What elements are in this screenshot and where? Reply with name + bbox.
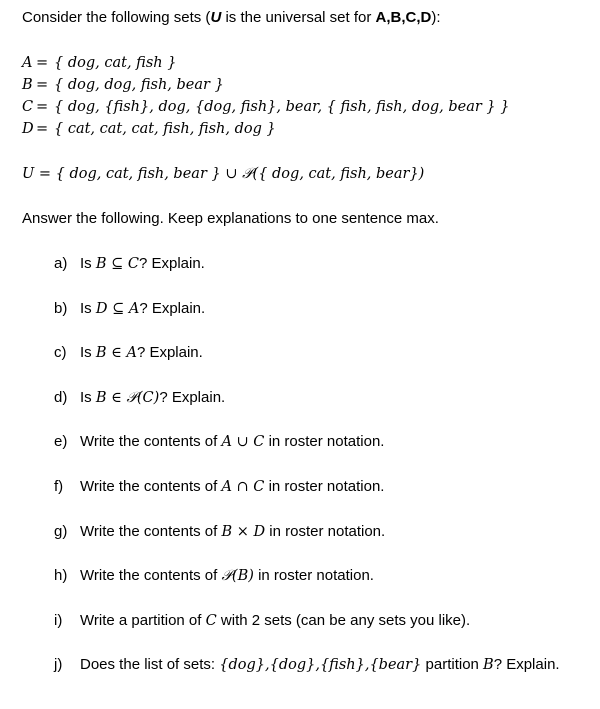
universal-set-equals: = [38, 166, 51, 182]
question-text: Is [80, 389, 96, 406]
question-text: in roster notation. [264, 433, 385, 450]
question-item [54, 567, 374, 584]
set-elements: { dog, {fish}, dog, {dog, fish}, bear, { fish, fish, dog, bear } } [54, 99, 510, 115]
instructions: Answer the following. Keep explanations to one sentence max. [22, 210, 439, 227]
question-text: Write the contents of [80, 567, 222, 584]
question-text: Is [80, 255, 96, 272]
question-text: with 2 sets (can be any sets you like). [216, 612, 471, 629]
set-equals-sign: = [36, 99, 49, 115]
universal-set-definition [22, 166, 424, 182]
question-text: ? Explain. [136, 344, 203, 361]
question-math: B ⊆ C [95, 256, 139, 272]
question-label: f) [54, 478, 64, 495]
question-math: B × D [221, 524, 266, 540]
set-equals-sign: = [36, 121, 49, 137]
set-elements: { dog, dog, fish, bear } [54, 77, 224, 93]
set-equals-sign: = [36, 77, 49, 93]
intro-universal-set: U [210, 9, 222, 26]
question-math: {dog},{dog},{fish},{bear} [219, 657, 422, 673]
question-text: Is [80, 300, 96, 317]
question-label: e) [54, 433, 68, 450]
set-definition [22, 99, 582, 119]
question-text: ? Explain. [493, 656, 560, 673]
question-item [54, 656, 560, 673]
question-math: 𝒫(B) [221, 568, 254, 584]
intro-prefix: Consider the following sets ( [22, 9, 211, 26]
question-text: in roster notation. [253, 567, 374, 584]
question-math: B ∈ A [95, 345, 137, 361]
set-name: A [22, 55, 33, 71]
set-equals-sign: = [36, 55, 49, 71]
question-item [54, 389, 225, 406]
question-label: h) [54, 567, 68, 584]
question-math: C [205, 613, 217, 629]
question-label: a) [54, 255, 68, 272]
question-math: A ∪ C [221, 434, 265, 450]
question-item [54, 612, 470, 629]
question-text: in roster notation. [264, 478, 385, 495]
intro-suffix: ): [431, 9, 441, 26]
question-text: Write the contents of [80, 523, 222, 540]
question-math: B [483, 657, 494, 673]
question-item [54, 478, 384, 495]
set-definition [22, 121, 582, 141]
intro-sentence [22, 9, 441, 26]
question-math: A ∩ C [221, 479, 265, 495]
set-name: C [22, 99, 34, 115]
set-elements: { dog, cat, fish } [54, 55, 177, 71]
set-elements: { cat, cat, cat, fish, fish, dog } [54, 121, 276, 137]
intro-middle: is the universal set for [221, 9, 376, 26]
question-item [54, 344, 203, 361]
question-text: partition [421, 656, 484, 673]
question-math: B ∈ 𝒫(C) [95, 390, 160, 406]
question-item [54, 255, 205, 272]
intro-set-names: A,B,C,D [375, 9, 432, 26]
question-text: ? Explain. [139, 300, 206, 317]
question-text: Is [80, 344, 96, 361]
universal-set-value: { dog, cat, fish, bear } ∪ 𝒫({ dog, cat, fish, bear}) [55, 166, 425, 182]
question-label: d) [54, 389, 68, 406]
set-name: B [22, 77, 33, 93]
set-definition [22, 55, 582, 75]
set-definition [22, 77, 582, 97]
question-text: Does the list of sets: [80, 656, 220, 673]
question-label: g) [54, 523, 68, 540]
question-text: Write a partition of [80, 612, 206, 629]
question-text: Write the contents of [80, 478, 222, 495]
universal-set-name: U [22, 166, 35, 182]
question-math: D ⊆ A [95, 301, 140, 317]
question-text: Write the contents of [80, 433, 222, 450]
question-label: i) [54, 612, 63, 629]
question-label: c) [54, 344, 67, 361]
question-text: in roster notation. [265, 523, 386, 540]
question-text: ? Explain. [159, 389, 226, 406]
question-item [54, 523, 385, 540]
question-text: ? Explain. [138, 255, 205, 272]
question-label: b) [54, 300, 68, 317]
question-label: j) [54, 656, 63, 673]
set-name: D [22, 121, 34, 137]
question-item [54, 300, 205, 317]
question-item [54, 433, 384, 450]
